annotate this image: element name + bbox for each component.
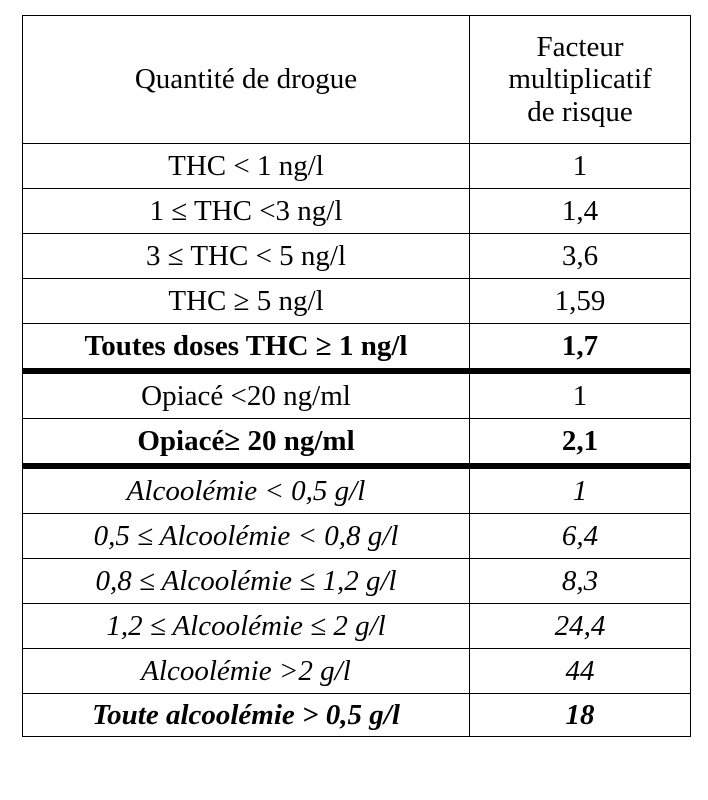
table-row-total-alcohol	[23, 694, 691, 737]
row-label: Toute alcoolémie > 0,5 g/l	[23, 694, 470, 737]
row-value: 1	[470, 466, 691, 514]
table-row	[23, 371, 691, 419]
row-label: Toutes doses THC ≥ 1 ng/l	[23, 324, 470, 372]
table-row	[23, 649, 691, 694]
row-value: 1,4	[470, 189, 691, 234]
header-risk-factor-line: Facteur	[536, 30, 624, 63]
header-risk-factor-line: de risque	[527, 95, 633, 128]
header-risk-factor-line: multiplicatif	[508, 63, 652, 96]
row-value: 1	[470, 144, 691, 189]
row-value: 18	[470, 694, 691, 737]
row-label: Alcoolémie >2 g/l	[23, 649, 470, 694]
row-value: 3,6	[470, 234, 691, 279]
row-label: 0,5 ≤ Alcoolémie < 0,8 g/l	[23, 514, 470, 559]
table-row	[23, 189, 691, 234]
table-row-total-opiates	[23, 419, 691, 467]
row-value: 1,59	[470, 279, 691, 324]
row-label: Opiacé <20 ng/ml	[23, 371, 470, 419]
row-value: 24,4	[470, 604, 691, 649]
row-label: 1 ≤ THC <3 ng/l	[23, 189, 470, 234]
row-label: THC ≥ 5 ng/l	[23, 279, 470, 324]
row-value: 44	[470, 649, 691, 694]
risk-factor-table	[22, 15, 691, 737]
table-row	[23, 466, 691, 514]
table-row-total-thc	[23, 324, 691, 372]
row-label: 0,8 ≤ Alcoolémie ≤ 1,2 g/l	[23, 559, 470, 604]
row-value: 8,3	[470, 559, 691, 604]
table-row	[23, 604, 691, 649]
row-label: 3 ≤ THC < 5 ng/l	[23, 234, 470, 279]
header-risk-factor	[470, 16, 691, 144]
table-header-row	[23, 16, 691, 144]
table-row	[23, 514, 691, 559]
row-value: 1	[470, 371, 691, 419]
row-value: 6,4	[470, 514, 691, 559]
row-value: 2,1	[470, 419, 691, 467]
table-row	[23, 559, 691, 604]
table-row	[23, 279, 691, 324]
row-value: 1,7	[470, 324, 691, 372]
row-label: Alcoolémie < 0,5 g/l	[23, 466, 470, 514]
header-drug-quantity: Quantité de drogue	[23, 16, 470, 144]
row-label: Opiacé≥ 20 ng/ml	[23, 419, 470, 467]
table-row	[23, 144, 691, 189]
row-label: 1,2 ≤ Alcoolémie ≤ 2 g/l	[23, 604, 470, 649]
table-row	[23, 234, 691, 279]
row-label: THC < 1 ng/l	[23, 144, 470, 189]
